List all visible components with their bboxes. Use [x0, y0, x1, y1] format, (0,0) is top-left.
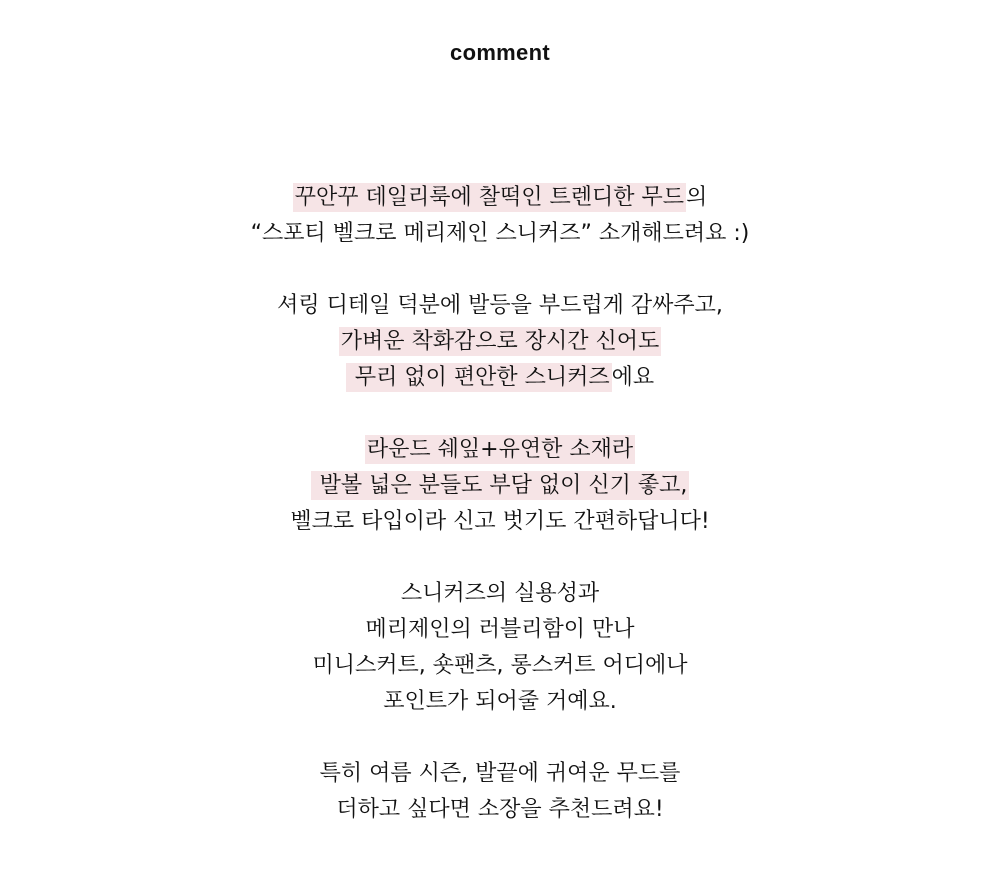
text-line: 무리 없이 편안한 스니커즈에요 — [347, 365, 655, 390]
text-line: 셔링 디테일 덕분에 발등을 부드럽게 감싸주고, — [277, 293, 723, 318]
highlighted-text: 가벼운 착화감으로 장시간 신어도 — [340, 329, 660, 354]
text-line: 메리제인의 러블리함이 만나 — [365, 617, 635, 642]
text-line: 벨크로 타입이라 신고 벗기도 간편하답니다! — [290, 509, 710, 534]
text-line: 미니스커트, 숏팬츠, 롱스커트 어디에나 — [312, 653, 688, 678]
text-line — [0, 468, 1000, 504]
highlighted-text: 무리 없이 편안한 스니커즈 — [347, 365, 610, 390]
highlighted-text: 꾸안꾸 데일리룩에 찰떡인 트렌디한 무드 — [294, 185, 684, 210]
text-line: 꾸안꾸 데일리룩에 찰떡인 트렌디한 무드의 — [294, 185, 708, 210]
paragraph-gap — [0, 720, 1000, 756]
paragraph-gap — [0, 252, 1000, 288]
comment-body — [0, 180, 1000, 828]
highlighted-text: 라운드 쉐잎+유연한 소재라 — [366, 437, 634, 462]
text-line — [0, 432, 1000, 468]
text-line: 특히 여름 시즌, 발끝에 귀여운 무드를 — [319, 761, 681, 786]
text-line: “스포티 벨크로 메리제인 스니커즈” 소개해드려요 :) — [250, 221, 750, 246]
text-line: 더하고 싶다면 소장을 추천드려요! — [336, 797, 664, 822]
paragraph-gap — [0, 540, 1000, 576]
text-line: 포인트가 되어줄 거예요. — [383, 689, 617, 714]
text-line: 스니커즈의 실용성과 — [400, 581, 600, 606]
highlighted-text: 발볼 넓은 분들도 부담 없이 신기 좋고, — [312, 473, 688, 498]
page-title: comment — [450, 40, 550, 65]
paragraph-gap — [0, 396, 1000, 432]
text-line — [0, 324, 1000, 360]
